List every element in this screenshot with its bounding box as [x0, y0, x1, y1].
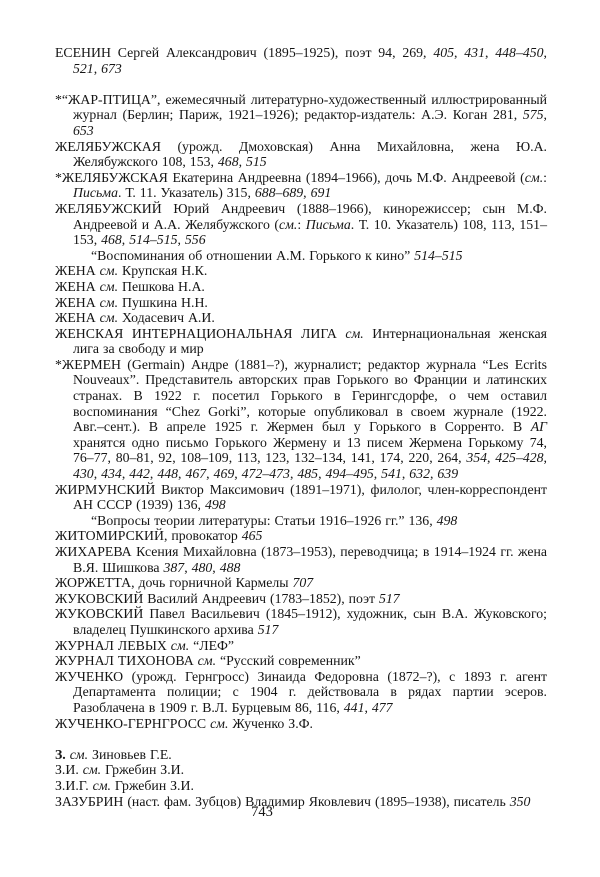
text-segment: 691	[310, 185, 332, 201]
text-segment: ,	[401, 466, 410, 482]
text-segment: ,	[212, 559, 220, 575]
index-entry	[55, 638, 547, 654]
text-segment: . Т. 10. Указатель) 108, 113, 151–153,	[73, 216, 547, 248]
index-entry	[55, 279, 547, 295]
text-segment: Гржебин З.И.	[110, 777, 194, 793]
text-segment: 354	[466, 450, 488, 466]
text-segment: 541	[381, 466, 402, 482]
text-segment: З.И.Г.	[55, 777, 93, 793]
text-segment: ,	[149, 466, 158, 482]
text-segment: 498	[436, 512, 458, 528]
text-segment: Жученко З.Ф.	[228, 715, 313, 731]
index-entry	[55, 653, 547, 669]
text-segment: 515	[246, 154, 267, 170]
index-entry	[55, 201, 547, 248]
text-segment: см.	[524, 169, 544, 185]
text-segment: ЗАЗУБРИН (наст. фам. Зубцов) Владимир Яковлевич (1895–1938), писатель	[55, 793, 510, 809]
text-segment: 639	[437, 466, 459, 482]
text-segment: ЖУЧЕНКО (урожд. Гернгросс) Зинаида Федоровна (1872–?), с 1893 г. агент Департамента полиции; с 1904 г. действовала в рядах партии эсеров. Разоблачена в 1909 г. В.Л. Бурцевым 86, 116,	[55, 668, 547, 715]
index-entry	[55, 482, 547, 513]
text-segment: 514–515	[129, 232, 178, 248]
text-segment: ,	[454, 45, 465, 60]
index-entry	[55, 591, 547, 607]
text-segment: 688–689	[254, 185, 304, 201]
text-segment: ЖИХАРЕВА Ксения Михайловна (1873–1953), переводчица; в 1914–1924 гг. жена В.Я. Шишкова	[55, 544, 547, 575]
text-segment: 556	[184, 232, 206, 248]
text-segment: ,	[93, 60, 102, 76]
text-segment: ,	[543, 45, 547, 60]
text-segment: 405	[433, 45, 455, 60]
text-segment: 425–428	[495, 450, 544, 466]
text-segment: ЖЕНА	[55, 263, 100, 279]
text-segment: см.	[210, 715, 229, 731]
index-subentry	[55, 248, 547, 264]
text-segment: ЖУКОВСКИЙ Василий Андреевич (1783–1852), поэт	[55, 590, 379, 606]
text-segment: ,	[373, 466, 382, 482]
text-segment: ЖЕЛЯБУЖСКИЙ Юрий Андреевич (1888–1966), кинорежиссер; сын М.Ф. Андреевой и А.А. Желябужского (	[55, 200, 547, 232]
text-segment: 498	[204, 497, 226, 513]
text-segment: см.	[99, 278, 119, 294]
text-segment: ,	[184, 559, 192, 575]
text-segment: ,	[234, 466, 242, 482]
text-segment: см.	[69, 746, 89, 762]
text-segment: З.	[55, 746, 66, 762]
text-segment: Пешкова Н.А.	[118, 278, 205, 294]
text-segment: *“ЖАР-ПТИЦА”, ежемесячный литературно-художественный иллюстрированный журнал (Берлин; Париж, 1921–1926); редактор-издатель: А.Э. Коган 281,	[55, 91, 547, 123]
text-segment: 434	[101, 466, 122, 482]
text-segment: см.	[170, 637, 190, 653]
text-segment: 514–515	[414, 247, 463, 263]
index-entry	[55, 357, 547, 482]
text-segment: Ходасевич А.И.	[118, 310, 215, 326]
index-entry	[55, 170, 547, 201]
text-segment: ,	[543, 107, 547, 123]
text-segment: 707	[292, 575, 314, 591]
text-segment: :	[543, 169, 547, 185]
text-segment: ЖИРМУНСКИЙ Виктор Максимович (1891–1971), филолог, член-корреспондент АН СССР (1939) 136,	[55, 481, 547, 513]
text-segment: Письма	[73, 185, 118, 201]
text-segment: Гржебин З.И.	[101, 762, 185, 778]
text-segment: см.	[92, 777, 111, 793]
text-segment: Пушкина Н.Н.	[118, 294, 208, 310]
text-segment: “Воспоминания об отношении А.М. Горького к кино”	[91, 247, 415, 263]
text-segment: см.	[197, 653, 217, 669]
text-segment: 673	[101, 60, 122, 76]
text-segment: ЖУКОВСКИЙ Павел Васильевич (1845–1912), художник, сын В.А. Жуковского; владелец Пушкинского архива	[55, 606, 547, 637]
index-entry	[55, 747, 547, 763]
index-entry	[55, 716, 547, 732]
text-segment: 488	[219, 559, 241, 575]
text-segment: ,	[487, 450, 496, 466]
text-segment: “ЛЕФ”	[189, 637, 235, 653]
text-segment: Крупская Н.К.	[118, 263, 208, 279]
text-segment: 448	[157, 466, 179, 482]
index-entry	[55, 263, 547, 279]
text-segment: . Т. 11. Указатель) 315,	[117, 185, 255, 201]
index-entry	[55, 606, 547, 637]
text-segment: ЖИТОМИРСКИЙ, провокатор	[55, 528, 242, 544]
text-segment: 494–495	[325, 466, 374, 482]
text-segment: ЖЕНСКАЯ ИНТЕРНАЦИОНАЛЬНАЯ ЛИГА	[55, 325, 346, 341]
text-segment: “Вопросы теории литературы: Статьи 1916–1926 гг.” 136,	[91, 512, 437, 528]
text-segment: ,	[543, 450, 547, 466]
text-segment: ,	[364, 699, 372, 715]
text-segment: 472–473	[241, 466, 290, 482]
text-segment: Зиновьев Г.Е.	[88, 746, 172, 762]
text-segment: ,	[93, 466, 102, 482]
text-segment: см.	[99, 294, 119, 310]
text-segment: АГ	[530, 419, 547, 435]
text-segment: ,	[484, 45, 496, 60]
text-segment: ЖУЧЕНКО-ГЕРНГРОСС	[55, 715, 211, 731]
index-entry	[55, 762, 547, 778]
text-segment: “Русский современник”	[216, 653, 361, 669]
text-segment: 653	[73, 122, 94, 138]
text-segment: см.	[279, 216, 298, 232]
text-segment: 442	[129, 466, 150, 482]
text-segment: *ЖЕРМЕН (Germain) Андре (1881–?), журналист; редактор журнала “Les Ecrits Nouveaux”. Представитель авторских прав Горького во Франции и латинских странах. В 1922 г. посетил Горького в Герингсдорфе, о чем оставил воспоминания “Chez Gorki”, которые опубликовал в своем журнале (1922. Авг.–сент.). В апреле 1925 г. Жермен был у Горького в Сорренто. В	[55, 356, 547, 435]
text-segment: 485	[297, 466, 319, 482]
index-entries	[55, 45, 547, 809]
text-segment: ,	[206, 466, 214, 482]
text-segment: 431	[464, 45, 485, 60]
index-entry	[55, 92, 547, 139]
text-segment: 517	[257, 621, 279, 637]
text-segment: ЕСЕНИН Сергей Александрович (1895–1925), поэт 94, 269,	[55, 45, 434, 60]
text-segment: *ЖЕЛЯБУЖСКАЯ Екатерина Андреевна (1894–1966), дочь М.Ф. Андреевой (	[55, 169, 525, 185]
text-segment: ,	[121, 466, 130, 482]
text-segment: ,	[177, 232, 185, 248]
text-segment: см.	[99, 310, 119, 326]
text-segment: 448–450	[495, 45, 544, 60]
index-entry	[55, 326, 547, 357]
text-segment: 575	[522, 107, 544, 123]
index-entry	[55, 45, 547, 76]
index-entry	[55, 544, 547, 575]
text-segment: ,	[303, 185, 311, 201]
text-segment: см.	[345, 325, 364, 341]
text-segment: 480	[191, 559, 213, 575]
text-segment: ,	[178, 466, 186, 482]
text-segment: 441	[343, 699, 365, 715]
text-segment: см.	[99, 263, 119, 279]
index-entry	[55, 778, 547, 794]
index-subentry	[55, 513, 547, 529]
index-entry	[55, 139, 547, 170]
text-segment: :	[297, 216, 306, 232]
text-segment: см.	[82, 762, 102, 778]
text-segment: Письма	[305, 216, 351, 232]
text-segment: ЖУРНАЛ ЛЕВЫХ	[55, 637, 171, 653]
text-segment: З.И.	[55, 762, 83, 778]
text-segment: ЖОРЖЕТТА, дочь горничной Кармелы	[55, 575, 293, 591]
index-entry	[55, 310, 547, 326]
text-segment: 350	[509, 793, 531, 809]
text-segment: ,	[289, 466, 298, 482]
text-segment: 467	[185, 466, 207, 482]
text-segment: ЖЕНА	[55, 278, 100, 294]
index-entry	[55, 528, 547, 544]
index-entry	[55, 575, 547, 591]
text-segment: 430	[73, 466, 94, 482]
text-segment: ,	[318, 466, 326, 482]
text-segment: ЖЕНА	[55, 310, 100, 326]
text-segment: ,	[429, 466, 438, 482]
text-segment: 517	[379, 590, 400, 606]
text-segment: 465	[241, 528, 263, 544]
text-segment: 387	[163, 559, 185, 575]
text-segment: 477	[371, 699, 393, 715]
text-segment: ЖЕНА	[55, 294, 100, 310]
index-entry	[55, 295, 547, 311]
text-segment: Интернациональная женская лига за свободу и мир	[73, 325, 548, 357]
text-segment: 468	[101, 232, 122, 248]
text-segment: ,	[238, 154, 246, 170]
text-segment: хранятся одно письмо Горького Жермену и 13 писем Жермена Горькому 74, 76–77, 80–81, 92, 108–109, 113, 123, 132–134, 141, 174, 220, 264,	[73, 434, 547, 466]
text-segment: 468	[217, 154, 239, 170]
index-entry	[55, 669, 547, 716]
page-number: 743	[251, 804, 273, 820]
text-segment: 632	[409, 466, 430, 482]
text-segment: ,	[121, 232, 130, 248]
text-segment: 469	[213, 466, 235, 482]
text-segment: ЖУРНАЛ ТИХОНОВА	[55, 653, 198, 669]
text-segment: 521	[73, 60, 94, 76]
text-segment: ЖЕЛЯБУЖСКАЯ (урожд. Дмоховская) Анна Михайловна, жена Ю.А. Желябужского 108, 153,	[55, 138, 547, 170]
